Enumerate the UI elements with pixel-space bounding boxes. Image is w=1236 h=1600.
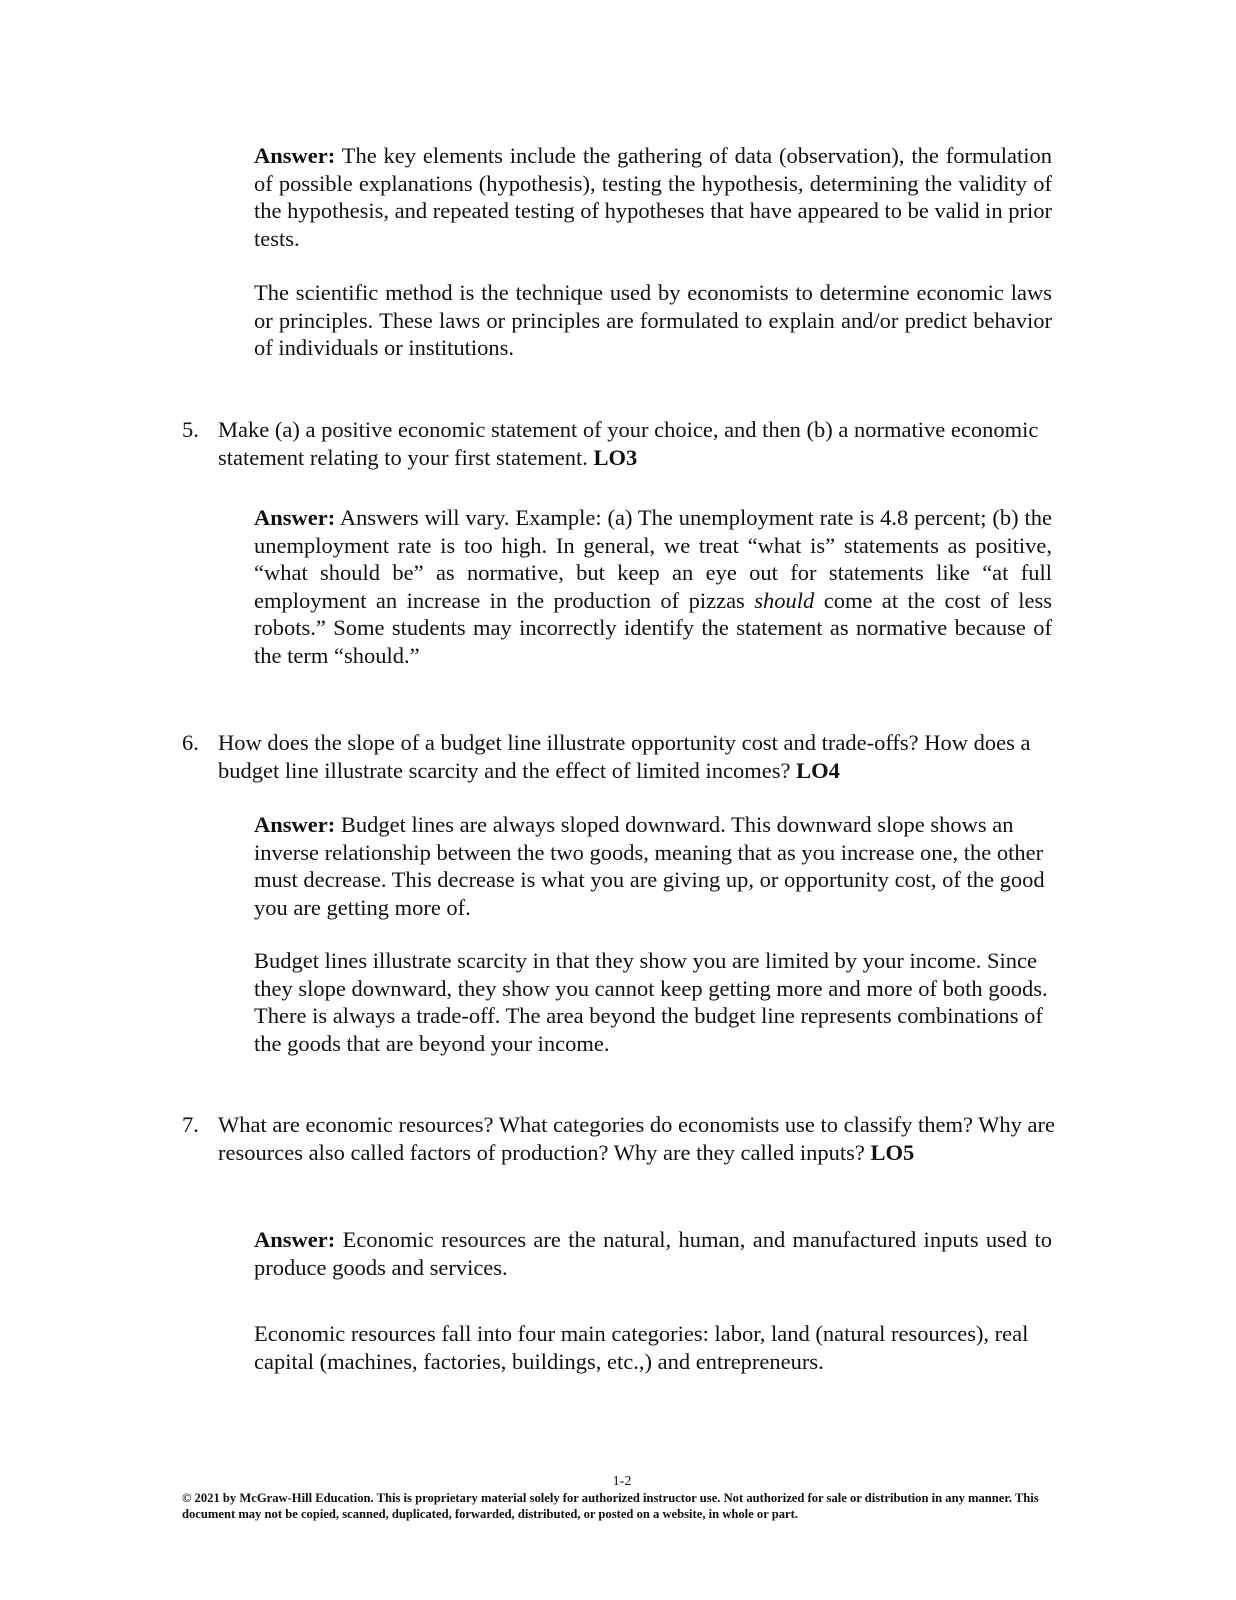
answer-7-text-2: Economic resources fall into four main categories: labor, land (natural resources), real capital (machines, factories, buildings, etc.,) and entrepreneurs.	[254, 1321, 1029, 1374]
question-number: 5.	[182, 417, 199, 442]
answer-5-italic-word: should	[754, 587, 815, 613]
learning-objective: LO4	[796, 757, 840, 783]
question-7	[182, 1111, 1062, 1166]
answer-7-paragraph-2	[254, 1320, 1052, 1375]
question-text: How does the slope of a budget line illustrate opportunity cost and trade-offs? How does a budget line illustrate scarcity and the effect of limited incomes?	[218, 730, 1031, 783]
answer-4-text-2: The scientific method is the technique used by economists to determine economic laws or principles. These laws or principles are formulated to explain and/or predict behavior of individuals or institutions.	[254, 280, 1052, 360]
learning-objective: LO3	[593, 444, 638, 470]
answer-7-paragraph-1	[254, 1226, 1052, 1281]
answer-4-paragraph-2	[254, 279, 1052, 362]
answer-label: Answer:	[254, 505, 336, 530]
copyright-notice: © 2021 by McGraw-Hill Education. This is proprietary material solely for authorized instructor use. Not authorized for sale or distribution in any manner. This document may not be copied, scanned, duplicated, forwarded, distributed, or posted on a website, in whole or part.	[182, 1491, 1039, 1521]
question-text: What are economic resources? What categories do economists use to classify them? Why are resources also called factors of production? Why are they called inputs?	[218, 1112, 1055, 1165]
answer-label: Answer:	[254, 143, 336, 168]
question-5-text	[218, 416, 1062, 471]
question-number: 7.	[182, 1112, 199, 1137]
question-text: Make (a) a positive economic statement of your choice, and then (b) a normative economic statement relating to your first statement.	[218, 417, 1039, 470]
question-6	[182, 729, 1062, 784]
question-5	[182, 416, 1062, 471]
answer-label: Answer:	[254, 1227, 336, 1252]
answer-4-text: The key elements include the gathering of data (observation), the formulation of possible explanations (hypothesis), testing the hypothesis, determining the validity of the hypothesis, and repeated testing of hypotheses that have appeared to be valid in prior tests.	[254, 143, 1053, 251]
learning-objective: LO5	[870, 1139, 915, 1165]
question-7-text	[218, 1111, 1062, 1166]
question-6-text	[218, 729, 1062, 784]
answer-6-paragraph-2	[254, 947, 1052, 1057]
answer-label: Answer:	[254, 812, 336, 837]
answer-5	[254, 504, 1052, 669]
answer-6-text-2: Budget lines illustrate scarcity in that they show you are limited by your income. Since they slope downward, they show you cannot keep getting more and more of both goods. There is always a trade-off. The area beyond the budget line represents combinations of the goods that are beyond your income.	[254, 948, 1048, 1056]
answer-6-text: Budget lines are always sloped downward. This downward slope shows an inverse relationship between the two goods, meaning that as you increase one, the other must decrease. This decrease is what you are giving up, or opportunity cost, of the good you are getting more of.	[254, 812, 1045, 920]
question-number: 6.	[182, 730, 199, 755]
page-number: 1-2	[612, 1474, 632, 1489]
answer-6-paragraph-1	[254, 811, 1052, 921]
answer-5-text-b: come at the cost of less robots.” Some students may incorrectly identify the statement as normative because of the term “should.”	[254, 587, 1053, 668]
answer-7-text: Economic resources are the natural, human, and manufactured inputs used to produce goods and services.	[254, 1227, 1052, 1280]
page-footer	[182, 1474, 1062, 1522]
answer-5-text-a: Answers will vary. Example: (a) The unemployment rate is 4.8 percent; (b) the unemployment rate is too high. In general, we treat “what is” statements as positive, “what should be” as normative, but keep an eye out for statements like “at full employment an increase in the production of pizzas	[254, 505, 1052, 613]
answer-4-paragraph-1	[254, 142, 1052, 252]
